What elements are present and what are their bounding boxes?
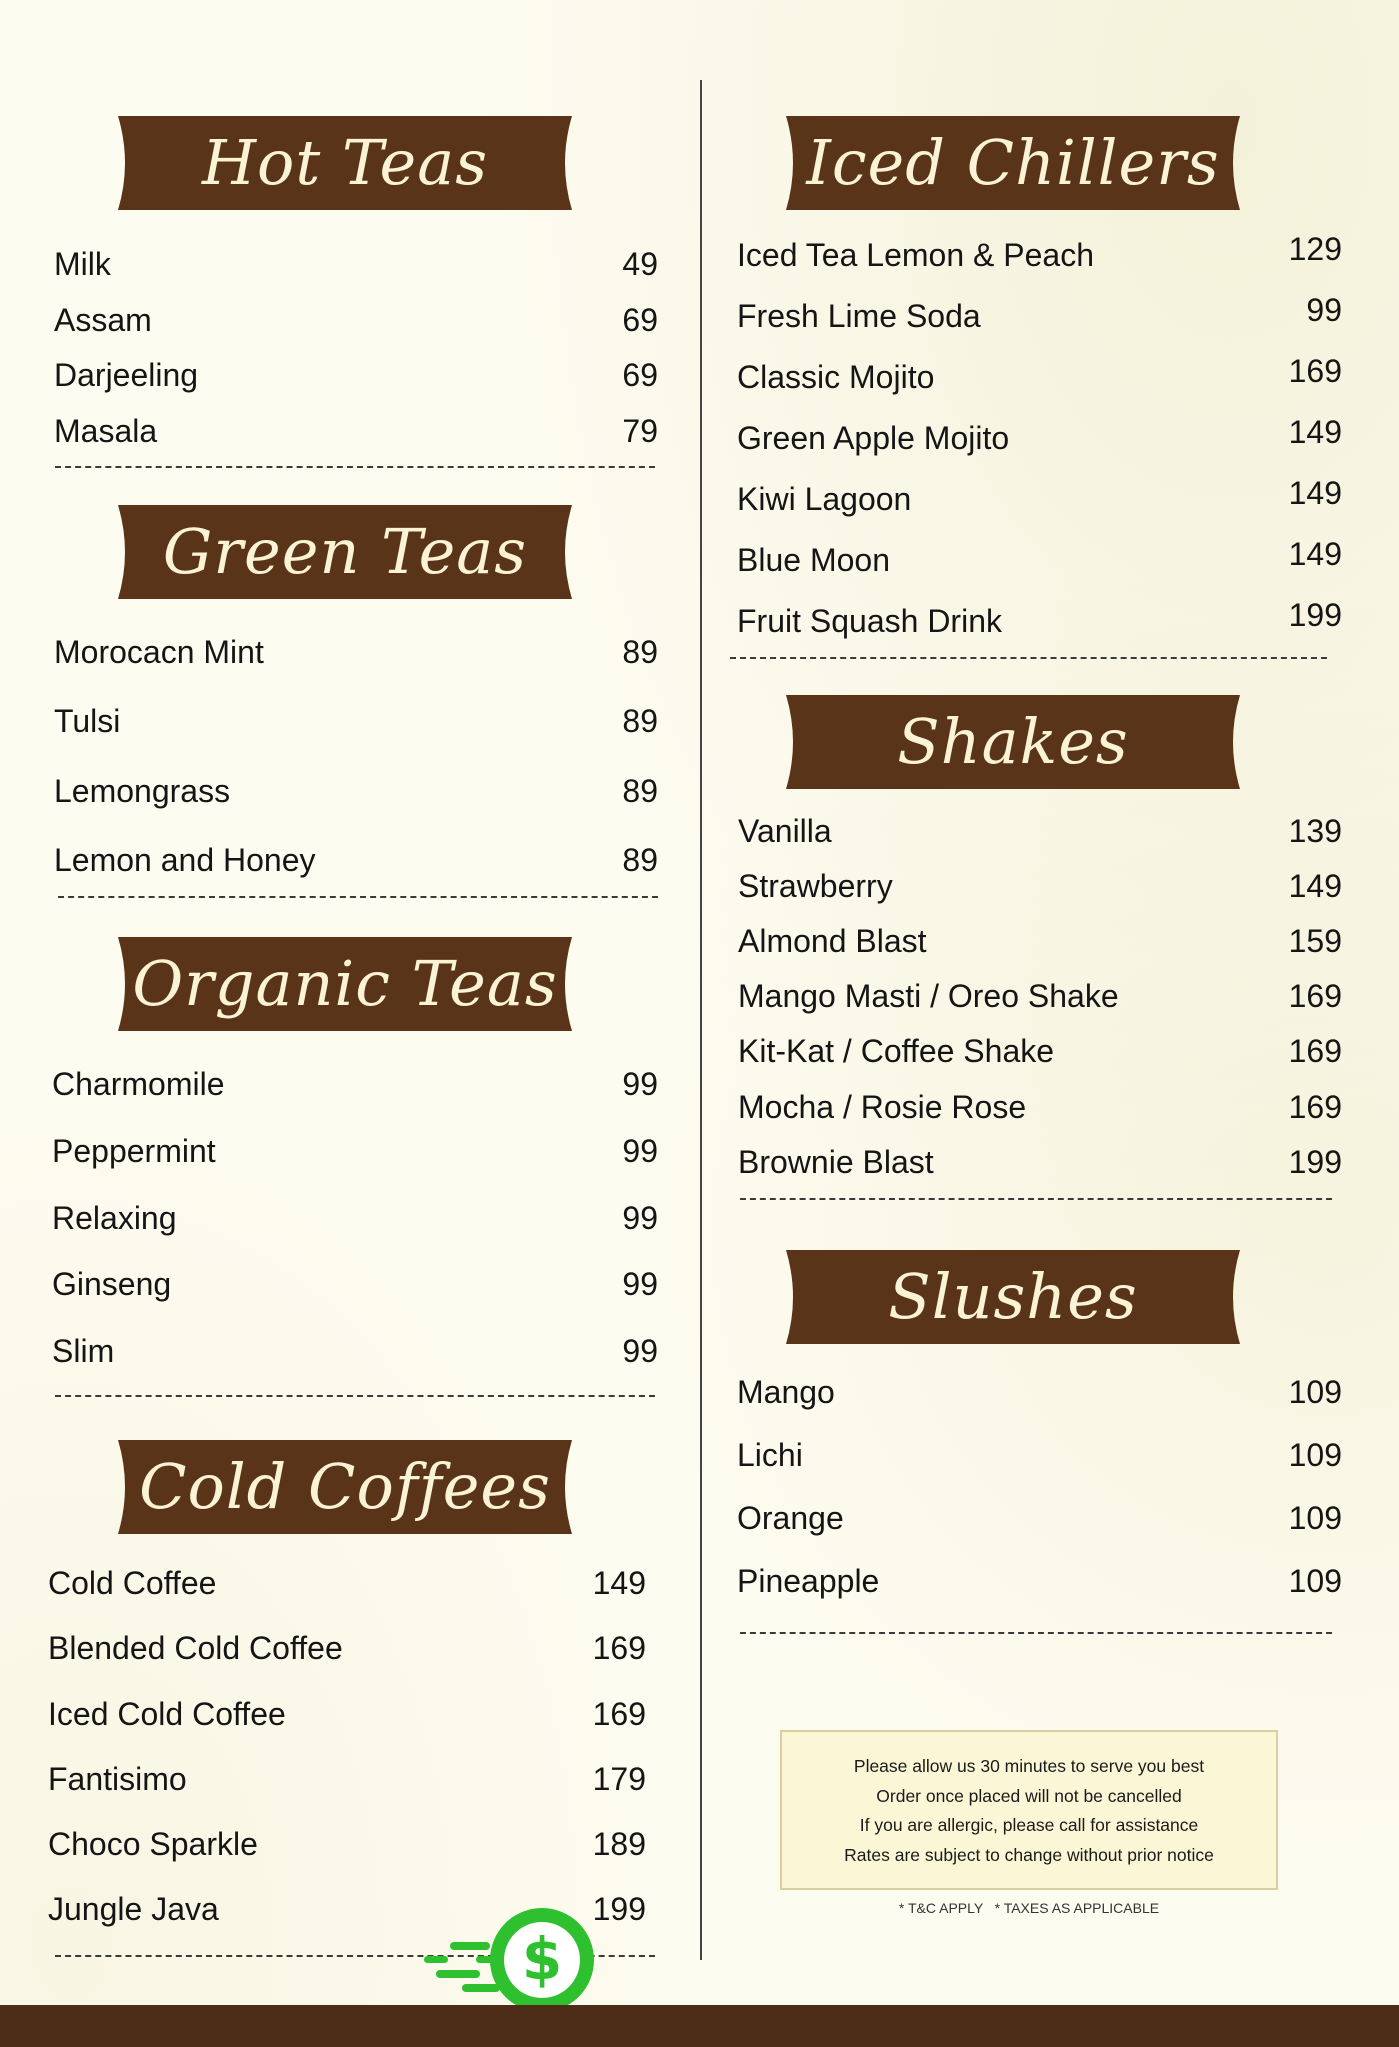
item-name: Iced Tea Lemon & Peach — [737, 237, 1094, 273]
section-title: Hot Teas — [201, 126, 489, 199]
item-name: Milk — [54, 246, 111, 282]
section-title: Shakes — [897, 705, 1129, 778]
item-price: 109 — [1288, 1437, 1342, 1473]
item-price: 109 — [1288, 1563, 1342, 1599]
item-price: 199 — [1288, 597, 1342, 633]
menu-item — [737, 1498, 1342, 1538]
item-price: 169 — [1288, 353, 1342, 389]
item-price: 199 — [1288, 1144, 1342, 1180]
item-price: 89 — [622, 703, 658, 739]
item-name: Tulsi — [54, 703, 121, 739]
item-name: Mocha / Rosie Rose — [738, 1089, 1027, 1125]
menu-item — [738, 811, 1342, 851]
menu-item — [48, 1824, 646, 1864]
section-banner-cold-coffees — [110, 1440, 580, 1534]
item-price: 149 — [1288, 475, 1342, 511]
item-price: 169 — [1288, 978, 1342, 1014]
menu-item — [48, 1563, 646, 1603]
item-name: Fresh Lime Soda — [737, 298, 981, 334]
menu-item — [738, 1142, 1342, 1182]
menu-item — [737, 1435, 1342, 1475]
section-separator — [55, 466, 655, 468]
item-name: Blue Moon — [737, 542, 890, 578]
item-price: 79 — [622, 413, 658, 449]
item-name: Slim — [52, 1333, 115, 1369]
item-price: 109 — [1288, 1374, 1342, 1410]
item-price: 199 — [592, 1891, 646, 1927]
item-name: Kiwi Lagoon — [737, 481, 912, 517]
item-name: Lemongrass — [54, 773, 231, 809]
menu-item — [54, 411, 658, 451]
item-price: 99 — [622, 1066, 658, 1102]
menu-item — [737, 231, 1342, 271]
item-price: 169 — [1288, 1089, 1342, 1125]
item-name: Blended Cold Coffee — [48, 1630, 343, 1666]
item-price: 169 — [592, 1630, 646, 1666]
section-banner-hot-teas — [110, 116, 580, 210]
section-separator — [730, 657, 1327, 659]
bottom-bar — [0, 2005, 1399, 2047]
item-name: Charmomile — [52, 1066, 225, 1102]
menu-item — [54, 300, 658, 340]
item-price: 139 — [1288, 813, 1342, 849]
item-price: 89 — [622, 634, 658, 670]
column-divider — [700, 80, 702, 1960]
menu-item — [737, 414, 1342, 454]
item-name: Cold Coffee — [48, 1565, 217, 1601]
item-name: Classic Mojito — [737, 359, 935, 395]
notice-line: Order once placed will not be cancelled — [876, 1785, 1182, 1806]
section-separator — [740, 1632, 1332, 1634]
item-name: Fruit Squash Drink — [737, 603, 1002, 639]
item-price: 89 — [622, 773, 658, 809]
item-name: Brownie Blast — [738, 1144, 934, 1180]
item-name: Choco Sparkle — [48, 1826, 258, 1862]
menu-item — [737, 1372, 1342, 1412]
item-name: Iced Cold Coffee — [48, 1696, 286, 1732]
item-price: 99 — [622, 1333, 658, 1369]
item-price: 99 — [1306, 292, 1342, 328]
item-name: Lichi — [737, 1437, 803, 1473]
menu-item — [48, 1694, 646, 1734]
menu-item — [48, 1628, 646, 1668]
item-name: Mango Masti / Oreo Shake — [738, 978, 1119, 1014]
item-price: 129 — [1288, 231, 1342, 267]
section-title: Green Teas — [162, 515, 528, 588]
item-name: Lemon and Honey — [54, 842, 316, 878]
menu-item — [737, 475, 1342, 515]
section-separator — [740, 1198, 1332, 1200]
item-price: 49 — [622, 246, 658, 282]
menu-item — [52, 1198, 658, 1238]
item-name: Green Apple Mojito — [737, 420, 1010, 456]
menu-item — [54, 771, 658, 811]
item-price: 149 — [1288, 414, 1342, 450]
menu-item — [52, 1264, 658, 1304]
item-name: Masala — [54, 413, 158, 449]
item-price: 109 — [1288, 1500, 1342, 1536]
menu-item — [737, 1561, 1342, 1601]
item-name: Pineapple — [737, 1563, 880, 1599]
item-name: Fantisimo — [48, 1761, 187, 1797]
section-title: Slushes — [888, 1260, 1138, 1333]
section-banner-slushes — [778, 1250, 1248, 1344]
item-price: 99 — [622, 1133, 658, 1169]
item-name: Kit-Kat / Coffee Shake — [738, 1033, 1055, 1069]
menu-item — [54, 355, 658, 395]
item-name: Mango — [737, 1374, 835, 1410]
item-name: Ginseng — [52, 1266, 172, 1302]
item-price: 149 — [592, 1565, 646, 1601]
item-name: Assam — [54, 302, 152, 338]
item-name: Morocacn Mint — [54, 634, 264, 670]
menu-item — [738, 921, 1342, 961]
menu-item — [737, 597, 1342, 637]
dollar-speed-icon — [420, 1900, 600, 2020]
item-name: Almond Blast — [738, 923, 927, 959]
menu-item — [738, 866, 1342, 906]
menu-item — [738, 976, 1342, 1016]
menu-item — [54, 632, 658, 672]
notice-line: Please allow us 30 minutes to serve you best — [853, 1756, 1205, 1776]
item-name: Jungle Java — [48, 1891, 219, 1927]
item-price: 159 — [1288, 923, 1342, 959]
item-price: 69 — [622, 302, 658, 338]
menu-item — [54, 840, 658, 880]
item-name: Strawberry — [738, 868, 893, 904]
item-name: Relaxing — [52, 1200, 177, 1236]
item-price: 179 — [592, 1761, 646, 1797]
menu-item — [52, 1131, 658, 1171]
notice-line: If you are allergic, please call for assistance — [859, 1815, 1199, 1835]
section-title: Organic Teas — [132, 947, 558, 1020]
section-title: Iced Chillers — [806, 126, 1220, 199]
section-banner-organic-teas — [110, 937, 580, 1031]
item-price: 169 — [1288, 1033, 1342, 1069]
menu-item — [48, 1759, 646, 1799]
section-title: Cold Coffees — [139, 1450, 551, 1523]
svg-text:$: $ — [521, 1925, 563, 1993]
menu-item — [54, 244, 658, 284]
section-separator — [55, 1395, 655, 1397]
item-price: 99 — [622, 1266, 658, 1302]
terms-footnote: * T&C APPLY * TAXES AS APPLICABLE — [898, 1900, 1160, 1916]
item-price: 99 — [622, 1200, 658, 1236]
notice-line: Rates are subject to change without prior notice — [844, 1844, 1214, 1865]
menu-item — [54, 701, 658, 741]
notice-box — [780, 1730, 1278, 1890]
section-banner-iced-chillers — [778, 116, 1248, 210]
menu-item — [52, 1064, 658, 1104]
menu-item — [737, 292, 1342, 332]
section-banner-green-teas — [110, 505, 580, 599]
item-price: 189 — [592, 1826, 646, 1862]
section-separator — [58, 896, 658, 898]
item-price: 169 — [592, 1696, 646, 1732]
menu-item — [737, 353, 1342, 393]
section-banner-shakes — [778, 695, 1248, 789]
menu-item — [738, 1087, 1342, 1127]
item-price: 149 — [1288, 536, 1342, 572]
menu-item — [737, 536, 1342, 576]
item-price: 89 — [622, 842, 658, 878]
menu-item — [52, 1331, 658, 1371]
item-name: Orange — [737, 1500, 844, 1536]
item-name: Darjeeling — [54, 357, 199, 393]
item-name: Peppermint — [52, 1133, 216, 1169]
item-price: 69 — [622, 357, 658, 393]
item-price: 149 — [1288, 868, 1342, 904]
item-name: Vanilla — [738, 813, 832, 849]
menu-item — [738, 1031, 1342, 1071]
